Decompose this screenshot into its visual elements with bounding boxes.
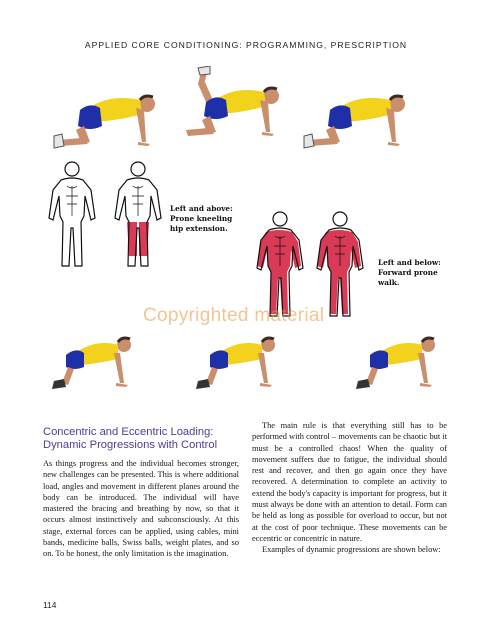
photo-prone-walk-2 [192, 335, 282, 395]
muscle-chart-front-icon [254, 210, 306, 320]
paragraph: As things progress and the individual becomes stronger, new challenges can be presented. This is where additional load, angles and movement in different planes around the body can be introduced. The individual will have mastered the bracing and breathing by now, so that it occurs almost instinctively and subconsciously. At this stage, external forces can be applied, using cables, mini bands, medicine balls, Swiss balls, weight plates, and so on. To be honest, the only limitation is the imagination. [43, 459, 239, 559]
muscle-chart-back-glutes [112, 160, 164, 270]
person-prone-walk-icon [352, 335, 442, 395]
running-head: APPLIED CORE CONDITIONING: PROGRAMMING, PRESCRIPTION [84, 40, 408, 50]
photo-kneeling-start [52, 80, 162, 160]
caption-prone-walk: Left and below: Forward prone walk. [378, 258, 441, 287]
person-prone-walk-icon [192, 335, 282, 395]
muscle-chart-back-icon [112, 160, 164, 270]
muscle-chart-front [46, 160, 98, 270]
caption-hip-extension: Left and above: Prone kneeling hip extension. [170, 204, 233, 233]
person-kneeling-hip-extension-icon [302, 80, 412, 160]
photo-kneeling-return [302, 80, 412, 160]
paragraph: The main rule is that everything still has to be performed with control – movements can be chaotic but it must be a controlled chaos! When the quality of movement suffers due to fatigue, the individual should rest and recover, and then go again once they have recovered. A determination to complete an activity to extend the body's capacity is important for progress, but it must always be done with an attention to detail. Form can be held as long as possible for overload to occur, but not at the cost of poor technique. These movements can be eccentric or concentric in nature. [252, 421, 447, 543]
muscle-chart-back-icon [314, 210, 366, 320]
photo-prone-walk-3 [352, 335, 442, 395]
person-hip-extension-raised-icon [176, 66, 286, 146]
section-heading: Concentric and Eccentric Loading: Dynamic Progressions with Control [43, 426, 218, 451]
muscle-chart-front-highlight [254, 210, 306, 320]
person-prone-walk-icon [48, 335, 138, 395]
muscle-chart-front-icon [46, 160, 98, 270]
photo-prone-walk-1 [48, 335, 138, 395]
photo-kneeling-leg-raised [176, 66, 286, 146]
body-column-left [43, 458, 239, 560]
person-kneeling-hip-extension-icon [52, 80, 162, 160]
paragraph: Examples of dynamic progressions are shown below: [262, 545, 441, 555]
watermark: Copyrighted material [143, 305, 325, 326]
page-number: 114 [43, 600, 57, 610]
muscle-chart-back-highlight [314, 210, 366, 320]
body-column-right [252, 420, 447, 556]
